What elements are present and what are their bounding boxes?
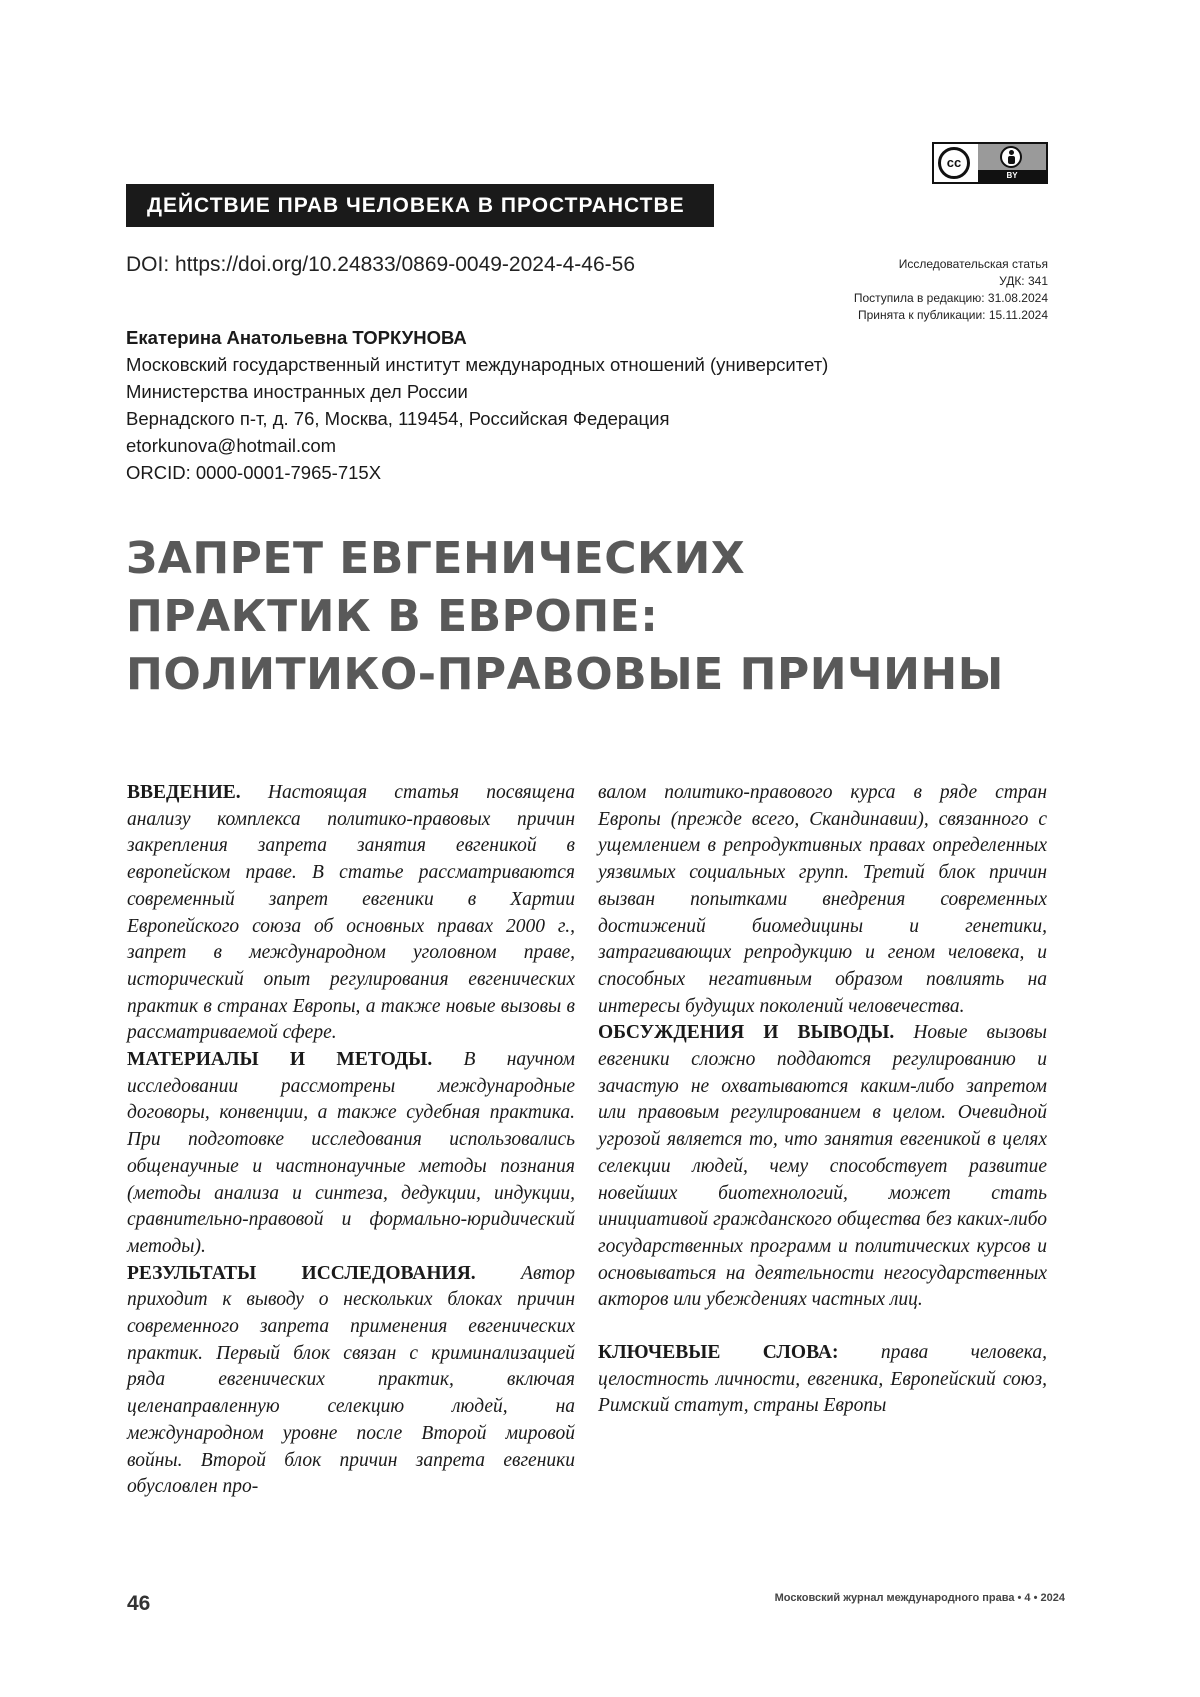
author-block <box>126 324 828 486</box>
keywords-text: права человека, целостность личности, евгеника, Европейский союз, Римский статут, страны Европы <box>598 1342 1047 1416</box>
title-line-2: ПРАКТИК В ЕВРОПЕ: <box>126 588 1026 646</box>
doi-link[interactable]: DOI: https://doi.org/10.24833/0869-0049-2024-4-46-56 <box>126 253 635 277</box>
article-meta <box>854 256 1048 324</box>
methods-heading: МАТЕРИАЛЫ И МЕТОДЫ. <box>127 1049 432 1070</box>
methods-text: В научном исследовании рассмотрены международные договоры, конвенции, а также судебная практика. При подготовке исследования использовались общенаучные и частнонаучные методы познания (методы анализа и синтеза, дедукции, индукции, сравнительно-правовой и формально-юридический методы). <box>127 1049 575 1257</box>
cc-badge-left <box>934 144 978 182</box>
person-head <box>1009 150 1014 155</box>
results-heading: РЕЗУЛЬТАТЫ ИССЛЕДОВАНИЯ. <box>127 1263 476 1284</box>
discussion-heading: ОБСУЖДЕНИЯ И ВЫВОДЫ. <box>598 1022 894 1043</box>
journal-footer: Московский журнал международного права • 4 • 2024 <box>775 1592 1065 1604</box>
author-email[interactable]: etorkunova@hotmail.com <box>126 432 828 459</box>
keywords-heading: КЛЮЧЕВЫЕ СЛОВА: <box>598 1342 838 1363</box>
cc-icon <box>938 147 970 179</box>
accepted-date: Принята к публикации: 15.11.2024 <box>854 307 1048 324</box>
intro-text: Настоящая статья посвящена анализу комплекса политико-правовых причин закрепления запрета занятия евгеникой в европейском праве. В статье рассматриваются современный запрет евгеники в Хартии Европейского союза об основных правах 2000 г., запрет в международном уголовном праве, исторический опыт регулирования евгенических практик в странах Европы, а также новые вызовы в рассматриваемой сфере. <box>127 782 575 1043</box>
title-line-1: ЗАПРЕТ ЕВГЕНИЧЕСКИХ <box>126 530 1026 588</box>
abstract-left-column <box>127 780 575 1501</box>
attribution-person-icon <box>1000 146 1022 168</box>
affiliation-line-2: Министерства иностранных дел России <box>126 378 828 405</box>
page-number: 46 <box>127 1592 150 1616</box>
cc-by-license-badge <box>932 142 1048 184</box>
received-date: Поступила в редакцию: 31.08.2024 <box>854 290 1048 307</box>
author-name: Екатерина Анатольевна ТОРКУНОВА <box>126 324 828 351</box>
keywords-paragraph <box>598 1340 1047 1420</box>
section-header: ДЕЙСТВИЕ ПРАВ ЧЕЛОВЕКА В ПРОСТРАНСТВЕ <box>126 184 714 227</box>
author-address: Вернадского п-т, д. 76, Москва, 119454, Российская Федерация <box>126 405 828 432</box>
intro-paragraph <box>127 780 575 1047</box>
abstract-right-column <box>598 780 1047 1420</box>
discussion-text: Новые вызовы евгеники сложно поддаются регулированию и зачастую не охватываются каким-либо запретом или правовым регулированием в целом. Очевидной угрозой является то, что занятия евгеникой в целях селекции людей, чему способствует развитие новейших биотехнологий, может стать инициативой гражданского общества без каких-либо государственных программ и политических курсов и основываться на деятельности негосударственных акторов или убеждениях частных лиц. <box>598 1022 1047 1310</box>
author-orcid[interactable]: ORCID: 0000-0001-7965-715X <box>126 459 828 486</box>
results-text-left: Автор приходит к выводу о нескольких блоках причин современного запрета применения евгенических практик. Первый блок связан с криминализацией ряда евгенических практик, включая целенаправленную селекцию людей, на международном уровне после Второй мировой войны. Второй блок причин запрета евгеники обусловлен про- <box>127 1263 575 1498</box>
person-body <box>1008 156 1015 164</box>
results-text-right: валом политико-правового курса в ряде стран Европы (прежде всего, Скандинавии), связанного с ущемлением в репродуктивных правах определенных уязвимых социальных групп. Третий блок причин вызван попытками внедрения современных достижений биомедицины и генетики, затрагивающих репродукцию и геном человека, и способных негативным образом повлиять на интересы будущих поколений человечества. <box>598 782 1047 1017</box>
methods-paragraph <box>127 1047 575 1261</box>
article-type: Исследовательская статья <box>854 256 1048 273</box>
article-title <box>126 530 1026 704</box>
results-paragraph <box>127 1261 575 1501</box>
affiliation-line-1: Московский государственный институт международных отношений (университет) <box>126 351 828 378</box>
intro-heading: ВВЕДЕНИЕ. <box>127 782 241 803</box>
by-label: BY <box>978 170 1046 182</box>
results-continued <box>598 780 1047 1020</box>
discussion-paragraph <box>598 1020 1047 1314</box>
cc-label: cc <box>947 155 961 170</box>
title-line-3: ПОЛИТИКО-ПРАВОВЫЕ ПРИЧИНЫ <box>126 646 1026 704</box>
udk: УДК: 341 <box>854 273 1048 290</box>
